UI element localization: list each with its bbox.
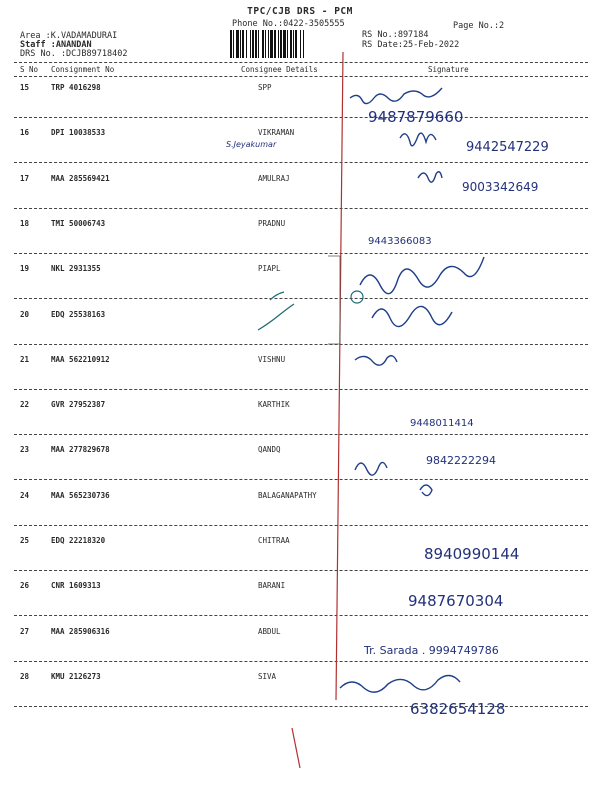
table-row xyxy=(0,264,600,304)
row-divider xyxy=(14,208,588,209)
row-sno: 16 xyxy=(20,128,30,138)
row-sno: 26 xyxy=(20,581,30,591)
row-consignment-no: MAA 562210912 xyxy=(51,354,110,364)
row-divider xyxy=(14,525,588,526)
table-row xyxy=(0,581,600,621)
row-consignee: BALAGANAPATHY xyxy=(258,490,317,500)
row-consignment-no: MAA 565230736 xyxy=(51,490,110,500)
row-consignment-no: EDQ 22218320 xyxy=(51,536,106,545)
column-divider xyxy=(14,76,588,77)
signature-row-27: 9487670304 xyxy=(408,592,504,610)
col-header-sno: S No xyxy=(20,65,39,74)
row-consignment-no: TMI 50006743 xyxy=(51,218,106,228)
row-consignment-no: TRP 4016298 xyxy=(51,83,101,92)
barcode xyxy=(230,30,358,58)
table-row xyxy=(0,445,600,485)
row-divider xyxy=(14,344,588,345)
row-consignee: SPP xyxy=(258,83,272,92)
row-consignee: PIAPL xyxy=(258,264,281,274)
barcode-bar xyxy=(304,30,305,58)
row-consignee: ABDUL xyxy=(258,626,281,636)
header-divider xyxy=(14,62,588,63)
phone-number: Phone No.:0422-3505555 xyxy=(232,19,345,29)
col-header-consignee: Consignee Details xyxy=(241,65,318,74)
row-consignment-no: EDQ 25538163 xyxy=(51,309,106,319)
row-sno: 28 xyxy=(20,671,30,681)
row-consignment-no: KMU 2126273 xyxy=(51,671,101,681)
row-consignment-no: MAA 285906316 xyxy=(51,626,110,636)
signature-row-16: 9442547229 xyxy=(466,140,549,155)
signature-row-18: 9443366083 xyxy=(368,236,432,247)
col-header-consignment: Consignment No xyxy=(51,65,115,74)
row-sno: 25 xyxy=(20,536,30,545)
row-divider xyxy=(14,389,588,390)
signature-row-23: 9842222294 xyxy=(426,454,496,467)
table-row xyxy=(0,219,600,259)
row-consignee: BARANI xyxy=(258,581,286,591)
row-consignee: VIKRAMAN xyxy=(258,128,295,138)
signature-row-28-name: Tr. Sarada . 9994749786 xyxy=(364,644,499,657)
row-sno: 15 xyxy=(20,83,30,92)
page-number: Page No.:2 xyxy=(453,21,505,31)
row-sno: 24 xyxy=(20,490,30,500)
row-consignment-no: GVR 27952387 xyxy=(51,400,106,410)
row-sno: 19 xyxy=(20,264,30,274)
row-divider xyxy=(14,117,588,118)
document-title: TPC/CJB DRS - PCM xyxy=(247,6,353,17)
rs-date: RS Date:25-Feb-2022 xyxy=(362,40,460,50)
staff-name: ANANDAN xyxy=(55,40,92,50)
row-sno: 23 xyxy=(20,445,30,455)
signature-row-15: 9487879660 xyxy=(368,108,464,126)
drs-number: DRS No. :DCJB89718402 xyxy=(20,49,128,59)
row-consignment-no: CNR 1609313 xyxy=(51,581,101,591)
row-divider xyxy=(14,162,588,163)
row-sno: 20 xyxy=(20,309,30,319)
row-consignee: AMULRAJ xyxy=(258,173,290,183)
table-row xyxy=(0,627,600,667)
row-divider xyxy=(14,298,588,299)
col-header-signature: Signature xyxy=(428,65,469,74)
row-sno: 22 xyxy=(20,400,30,410)
rs-number: RS No.:897184 xyxy=(362,30,429,40)
staff-key: Staff : xyxy=(20,40,56,50)
row-consignee: SIVA xyxy=(258,671,277,681)
row-consignee: KARTHIK xyxy=(258,400,290,410)
row-sno: 27 xyxy=(20,626,30,636)
table-row xyxy=(0,400,600,440)
signature-row-26: 8940990144 xyxy=(424,545,520,563)
row-divider xyxy=(14,615,588,616)
row-consignee: QANDQ xyxy=(258,445,281,455)
row-divider xyxy=(14,253,588,254)
table-row xyxy=(0,83,600,123)
row-divider xyxy=(14,570,588,571)
signature-row-22: 9448011414 xyxy=(410,418,474,429)
row-consignee: CHITRAA xyxy=(258,536,290,545)
table-row xyxy=(0,672,600,712)
row-divider xyxy=(14,434,588,435)
table-row xyxy=(0,491,600,531)
row-divider xyxy=(14,479,588,480)
row-sno: 21 xyxy=(20,354,30,364)
signature-row-28: 6382654128 xyxy=(410,700,506,718)
row-consignment-no: DPI 10038533 xyxy=(51,128,106,138)
signature-row-17: 9003342649 xyxy=(462,180,539,194)
table-row xyxy=(0,310,600,350)
row-divider xyxy=(14,661,588,662)
row-consignment-no: NKL 2931355 xyxy=(51,264,101,274)
table-row xyxy=(0,355,600,395)
row-sno: 17 xyxy=(20,173,30,183)
area-label: Area :K.VADAMADURAI xyxy=(20,31,118,41)
row-consignee: PRADNU xyxy=(258,218,286,228)
signature-row-16-name: S.Jeyakumar xyxy=(226,140,277,149)
row-consignment-no: MAA 285569421 xyxy=(51,173,110,183)
row-sno: 18 xyxy=(20,218,30,228)
row-consignee: VISHNU xyxy=(258,354,286,364)
row-consignment-no: MAA 277829678 xyxy=(51,445,110,455)
